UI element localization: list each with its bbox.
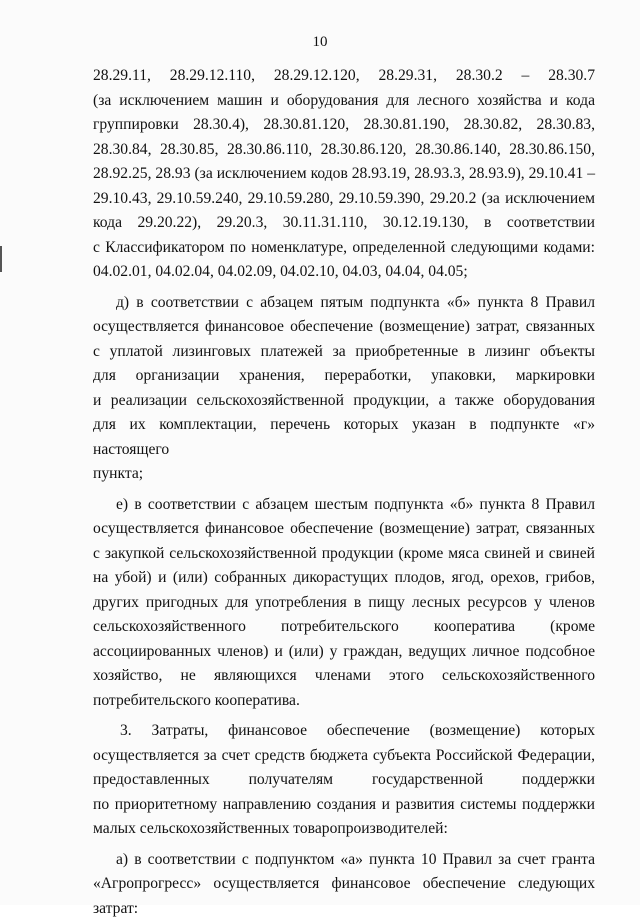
text-line: группировки 28.30.4), 28.30.81.120, 28.30.81.190, 28.30.82, 28.30.83,	[93, 113, 595, 138]
text-line: 28.30.84, 28.30.85, 28.30.86.110, 28.30.86.120, 28.30.86.140, 28.30.86.150,	[93, 138, 595, 163]
text-line: для их комплектации, перечень которых указан в подпункте «г» настоящего	[93, 413, 595, 462]
text-line: ассоциированных членов) и (или) у граждан, ведущих личное подсобное	[93, 640, 595, 665]
text-line: «Агропрогресс» осуществляется финансовое обеспечение следующих	[93, 872, 595, 897]
text-line: пункта;	[93, 462, 595, 487]
scan-edge-mark	[0, 246, 2, 272]
text-line: кода 29.20.22), 29.20.3, 30.11.31.110, 30.12.19.130, в соответствии	[93, 211, 595, 236]
text-line: предоставленных получателям государственной поддержки	[93, 768, 595, 793]
text-line: с уплатой лизинговых платежей за приобретенные в лизинг объекты	[93, 340, 595, 365]
text-line: с Классификатором по номенклатуре, определенной следующими кодами:	[93, 236, 595, 261]
paragraph-3-first-line: 3. Затраты, финансовое обеспечение (возмещение) которых	[93, 719, 595, 744]
text-line: осуществляется финансовое обеспечение (возмещение) затрат, связанных	[93, 315, 595, 340]
text-line: 29.10.43, 29.10.59.240, 29.10.59.280, 29.10.59.390, 29.20.2 (за исключением	[93, 187, 595, 212]
text-line: на убой) и (или) собранных дикорастущих плодов, ягод, орехов, грибов,	[93, 566, 595, 591]
text-line: осуществляется за счет средств бюджета субъекта Российской Федерации,	[93, 744, 595, 769]
page-number: 10	[0, 34, 640, 51]
text-line: затрат:	[93, 897, 595, 921]
text-line: с закупкой сельскохозяйственной продукции (кроме мяса свиней и свиней	[93, 542, 595, 567]
document-body	[93, 64, 595, 921]
paragraph-d-first-line: д) в соответствии с абзацем пятым подпункта «б» пункта 8 Правил	[93, 291, 595, 316]
text-line: по приоритетному направлению создания и развития системы поддержки	[93, 793, 595, 818]
text-line: осуществляется финансовое обеспечение (возмещение) затрат, связанных	[93, 517, 595, 542]
text-line: потребительского кооператива.	[93, 689, 595, 714]
text-line: для организации хранения, переработки, упаковки, маркировки	[93, 364, 595, 389]
text-line: и реализации сельскохозяйственной продукции, а также оборудования	[93, 389, 595, 414]
text-line: 28.29.11, 28.29.12.110, 28.29.12.120, 28.29.31, 28.30.2 – 28.30.7	[93, 64, 595, 89]
text-line: других пригодных для употребления в пищу лесных ресурсов у членов	[93, 591, 595, 616]
text-line: хозяйство, не являющихся членами этого сельскохозяйственного	[93, 664, 595, 689]
paragraph-e-first-line: е) в соответствии с абзацем шестым подпункта «б» пункта 8 Правил	[93, 493, 595, 518]
text-line: 28.92.25, 28.93 (за исключением кодов 28.93.19, 28.93.3, 28.93.9), 29.10.41 –	[93, 162, 595, 187]
text-line: сельскохозяйственного потребительского кооператива (кроме	[93, 615, 595, 640]
text-line: (за исключением машин и оборудования для лесного хозяйства и кода	[93, 89, 595, 114]
paragraph-a-first-line: а) в соответствии с подпунктом «а» пункта 10 Правил за счет гранта	[93, 848, 595, 873]
text-line: 04.02.01, 04.02.04, 04.02.09, 04.02.10, 04.03, 04.04, 04.05;	[93, 260, 595, 285]
text-line: малых сельскохозяйственных товаропроизводителей:	[93, 817, 595, 842]
